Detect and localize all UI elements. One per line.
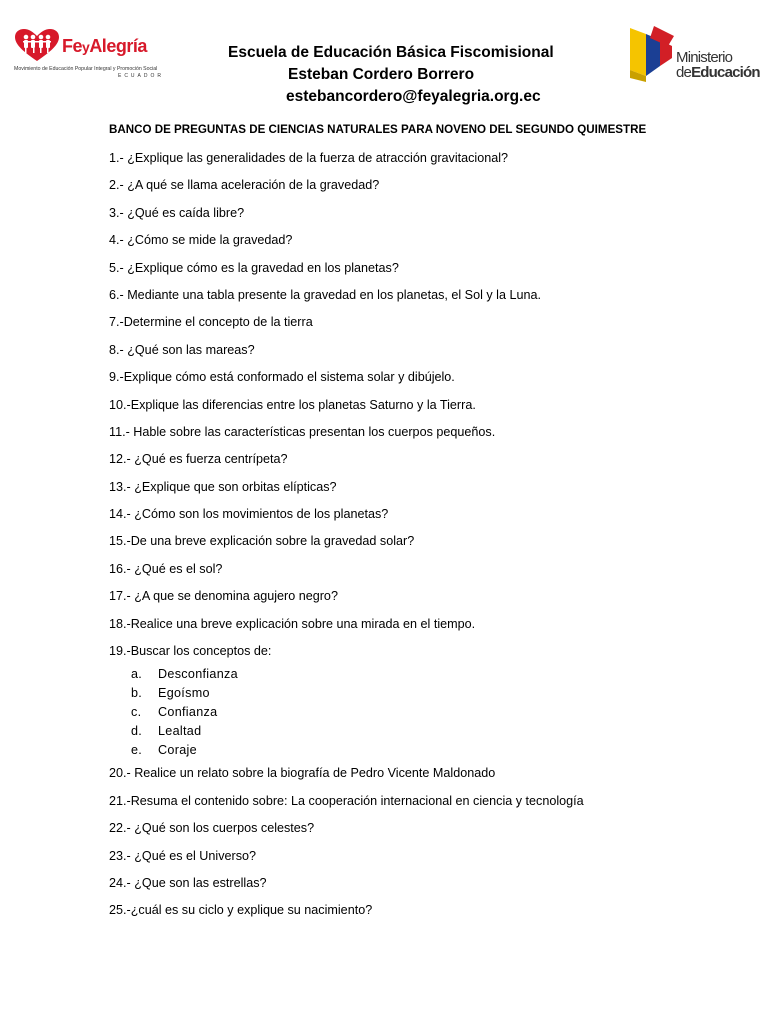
question-item: 19.-Buscar los conceptos de: <box>109 644 272 659</box>
sub-item-text: Confianza <box>158 705 218 720</box>
question-item: 4.- ¿Cómo se mide la gravedad? <box>109 233 293 248</box>
teacher-name: Esteban Cordero Borrero <box>288 66 475 83</box>
sub-item-marker: b. <box>131 686 143 701</box>
sub-item-marker: d. <box>131 724 143 739</box>
sub-item-text: Lealtad <box>158 724 202 739</box>
ministerio-text: Ministerio deEducación <box>676 49 760 81</box>
question-item: 23.- ¿Qué es el Universo? <box>109 848 256 863</box>
ecuador-flag-emblem-icon <box>628 24 676 84</box>
question-item: 21.-Resuma el contenido sobre: La cooperación internacional en ciencia y tecnología <box>109 793 584 808</box>
document-title: BANCO DE PREGUNTAS DE CIENCIAS NATURALES PARA NOVENO DEL SEGUNDO QUIMESTRE <box>109 123 647 136</box>
sub-list-container <box>109 667 749 765</box>
question-item: 16.- ¿Qué es el sol? <box>109 561 223 576</box>
sub-item-marker: c. <box>131 705 142 720</box>
question-item: 22.- ¿Qué son los cuerpos celestes? <box>109 821 315 836</box>
concept-sub-list <box>109 666 749 761</box>
sub-item-text: Egoísmo <box>158 686 210 701</box>
question-item: 13.- ¿Explique que son orbitas elípticas? <box>109 479 337 494</box>
sub-list-item <box>109 685 749 704</box>
question-item: 5.- ¿Explique cómo es la gravedad en los planetas? <box>109 260 399 275</box>
fya-subtitle: Movimiento de Educación Popular Integral y Promoción Social <box>14 66 158 72</box>
question-item: 9.-Explique cómo está conformado el sistema solar y dibújelo. <box>109 370 455 385</box>
question-item: 24.- ¿Que son las estrellas? <box>109 875 267 890</box>
question-item: 6.- Mediante una tabla presente la gravedad en los planetas, el Sol y la Luna. <box>109 287 541 302</box>
question-item: 11.- Hable sobre las características presentan los cuerpos pequeños. <box>109 424 496 439</box>
sub-item-text: Desconfianza <box>158 667 238 682</box>
sub-list-item <box>109 723 749 742</box>
question-item: 12.- ¿Qué es fuerza centrípeta? <box>109 452 288 467</box>
question-item: 2.- ¿A qué se llama aceleración de la gravedad? <box>109 178 380 193</box>
question-item: 20.- Realice un relato sobre la biografía de Pedro Vicente Maldonado <box>109 766 496 781</box>
school-name: Escuela de Educación Básica Fiscomisional <box>228 44 554 61</box>
heart-children-icon <box>14 28 60 62</box>
fya-country: ECUADOR <box>117 73 164 79</box>
fe-y-alegria-logo <box>14 28 169 84</box>
question-item: 15.-De una breve explicación sobre la gravedad solar? <box>109 534 415 549</box>
teacher-email: estebancordero@feyalegria.org.ec <box>286 88 541 105</box>
sub-item-marker: e. <box>131 743 143 758</box>
question-list <box>109 150 749 930</box>
question-item: 8.- ¿Qué son las mareas? <box>109 342 255 357</box>
question-item: 1.- ¿Explique las generalidades de la fuerza de atracción gravitacional? <box>109 151 509 165</box>
question-item: 14.- ¿Cómo son los movimientos de los planetas? <box>109 507 389 522</box>
sub-list-item <box>109 666 749 685</box>
sub-list-item <box>109 742 749 761</box>
question-item: 7.-Determine el concepto de la tierra <box>109 315 313 330</box>
question-item: 10.-Explique las diferencias entre los planetas Saturno y la Tierra. <box>109 397 476 412</box>
sub-item-marker: a. <box>131 667 143 682</box>
ministerio-educacion-logo <box>628 24 760 92</box>
fya-wordmark: FeyAlegría <box>62 36 147 56</box>
question-item: 17.- ¿A que se denomina agujero negro? <box>109 589 338 604</box>
question-item: 18.-Realice una breve explicación sobre una mirada en el tiempo. <box>109 616 476 631</box>
question-item: 25.-¿cuál es su ciclo y explique su nacimiento? <box>109 903 373 918</box>
sub-item-text: Coraje <box>158 743 197 758</box>
sub-list-item <box>109 704 749 723</box>
question-item: 3.- ¿Qué es caída libre? <box>109 205 245 220</box>
